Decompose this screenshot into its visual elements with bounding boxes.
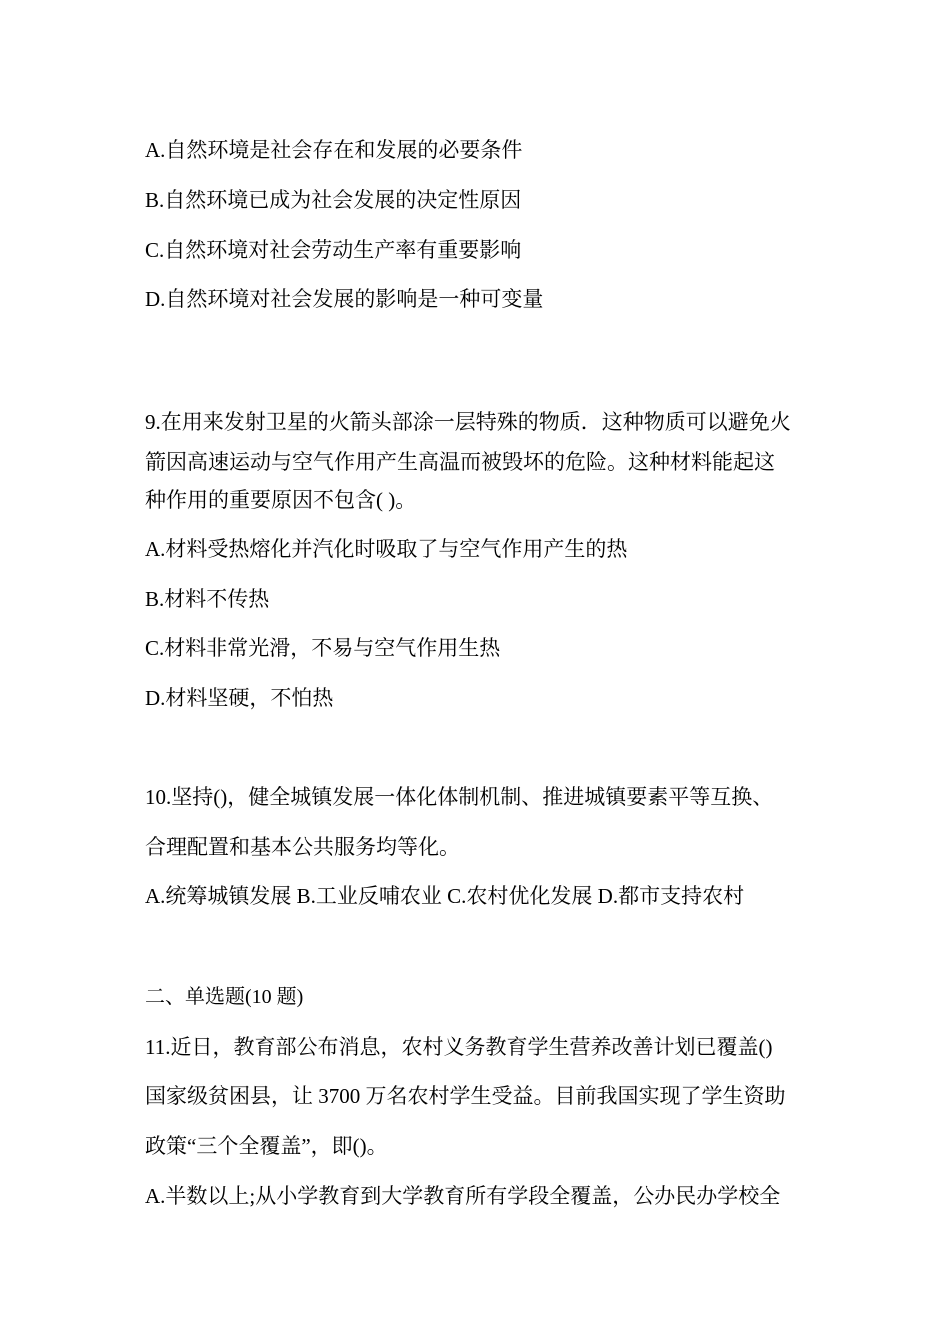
q9-option-a: A.材料受热熔化并汽化时吸取了与空气作用产生的热: [145, 537, 628, 561]
q8-option-b: B.自然环境已成为社会发展的决定性原因: [145, 188, 522, 212]
q11-stem-line-1: 11.近日，教育部公布消息，农村义务教育学生营养改善计划已覆盖(): [145, 1035, 773, 1059]
q8-option-c: C.自然环境对社会劳动生产率有重要影响: [145, 238, 522, 262]
q9-stem-line-3: 种作用的重要原因不包含( )。: [145, 488, 417, 512]
q9-option-c: C.材料非常光滑，不易与空气作用生热: [145, 636, 501, 660]
q10-options: A.统筹城镇发展 B.工业反哺农业 C.农村优化发展 D.都市支持农村: [145, 884, 745, 908]
q9-option-d: D.材料坚硬，不怕热: [145, 686, 334, 710]
q9-stem-line-2: 箭因高速运动与空气作用产生高温而被毁坏的危险。这种材料能起这: [145, 450, 775, 474]
q11-stem-line-2: 国家级贫困县，让 3700 万名农村学生受益。目前我国实现了学生资助: [145, 1084, 786, 1108]
q9-option-b: B.材料不传热: [145, 587, 270, 611]
q11-stem-line-3: 政策“三个全覆盖”，即()。: [145, 1134, 388, 1158]
q8-option-d: D.自然环境对社会发展的影响是一种可变量: [145, 287, 544, 311]
q11-option-a: A.半数以上;从小学教育到大学教育所有学段全覆盖，公办民办学校全: [145, 1184, 781, 1208]
q9-stem-line-1: 9.在用来发射卫星的火箭头部涂一层特殊的物质．这种物质可以避免火: [145, 410, 791, 434]
q10-stem-line-1: 10.坚持()，健全城镇发展一体化体制机制、推进城镇要素平等互换、: [145, 785, 774, 809]
q8-option-a: A.自然环境是社会存在和发展的必要条件: [145, 138, 523, 162]
q10-stem-line-2: 合理配置和基本公共服务均等化。: [145, 835, 460, 859]
section-heading: 二、单选题(10 题): [145, 986, 304, 1008]
